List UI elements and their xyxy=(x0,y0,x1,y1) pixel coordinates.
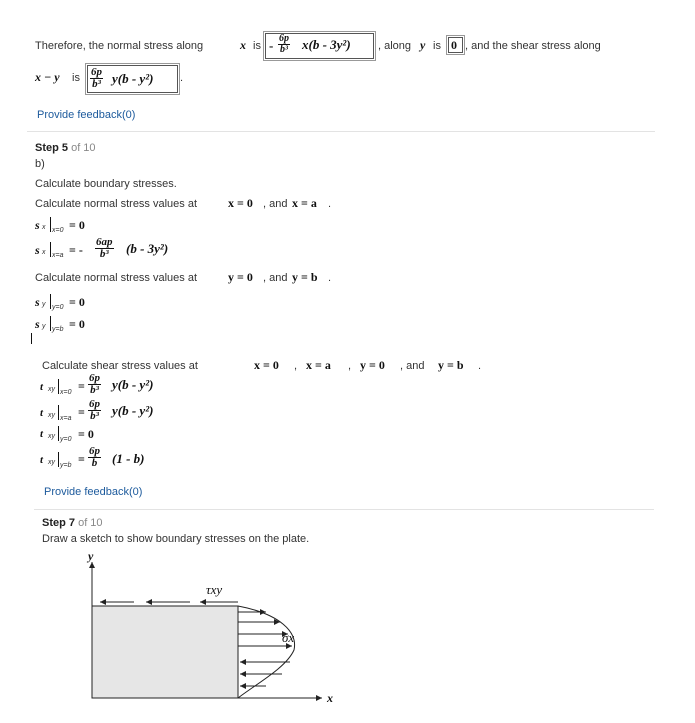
shear-eq-y0 xyxy=(40,426,160,448)
shear-eq1-lhs: t xyxy=(40,381,44,393)
shear-c4: y = b xyxy=(438,358,464,372)
step5-line3: Calculate normal stress values at xyxy=(35,272,198,284)
sigma-x-distribution-curve xyxy=(238,606,295,698)
provide-feedback-link-2[interactable]: Provide feedback(0) xyxy=(44,486,143,498)
shear-eq3-bar xyxy=(58,426,59,441)
shear-eq1-eq: = xyxy=(78,379,85,393)
text-cursor xyxy=(31,333,32,344)
tau-num: 6p xyxy=(91,66,102,78)
step5-part: b) xyxy=(35,158,45,170)
step5-line3-eq1: y = 0 xyxy=(228,270,253,284)
intro-is: is xyxy=(253,40,261,52)
shear-c3: y = 0 xyxy=(360,358,385,372)
normal-stress-eq-y0 xyxy=(35,293,155,313)
shear-eq4-eq: = xyxy=(78,452,85,466)
shear-eq4-body: (1 - b) xyxy=(112,451,145,466)
shear-c1: x = 0 xyxy=(254,358,279,372)
shear-eq2-fraction xyxy=(88,399,101,422)
eq2-eq: = - xyxy=(69,243,83,257)
eq4-sub: y xyxy=(42,323,46,330)
shear-eq2-den: b³ xyxy=(90,410,99,422)
shear-comma-2: , xyxy=(348,360,352,372)
eq2-num: 6ap xyxy=(96,236,113,248)
shear-eq2-cond: x=a xyxy=(60,415,72,422)
step5-line2-eq2: x = a xyxy=(292,196,317,210)
eq1-bar xyxy=(50,217,51,232)
shear-eq3-sub: xy xyxy=(48,433,55,440)
intro-var-x: x xyxy=(240,38,246,52)
shear-eq1-den: b³ xyxy=(90,384,99,396)
shear-eq-xa xyxy=(40,399,240,427)
intro-is-2: is xyxy=(433,40,441,52)
eq2-body: (b - 3y²) xyxy=(126,241,169,256)
shear-and: , and xyxy=(400,360,425,372)
shear-eq4-den: b xyxy=(91,457,98,469)
sigma-y-value: 0 xyxy=(451,38,457,52)
sigma-x-fraction xyxy=(278,34,290,55)
eq2-cond: x=a xyxy=(52,252,64,259)
step5-line3-eq2: y = b xyxy=(292,270,318,284)
divider-1 xyxy=(27,131,655,132)
shear-c2: x = a xyxy=(306,358,331,372)
eq3-cond: y=0 xyxy=(52,304,64,311)
shear-eq4-cond: y=b xyxy=(60,462,72,469)
shear-line: Calculate shear stress values at xyxy=(42,360,198,372)
step7-header xyxy=(42,517,103,529)
normal-stress-eq-xa xyxy=(35,236,235,264)
shear-eq1-body: y(b - y²) xyxy=(112,377,154,392)
eq2-sub: x xyxy=(42,249,46,256)
step5-line2-eq1: x = 0 xyxy=(228,196,253,210)
tau-fraction xyxy=(90,67,103,90)
intro-dot: . xyxy=(180,72,184,84)
step5-line3-and: , and xyxy=(263,272,288,284)
shear-eq4-bar xyxy=(58,452,59,467)
eq4-rhs: = 0 xyxy=(69,317,85,331)
shear-eq1-num: 6p xyxy=(89,372,100,384)
step5-line3-dot: . xyxy=(328,272,332,284)
eq1-lhs: s xyxy=(35,218,40,232)
intro-prefix: Therefore, the normal stress along xyxy=(35,40,204,52)
shear-comma-1: , xyxy=(294,360,298,372)
eq3-sub: y xyxy=(42,301,46,308)
shear-eq3-lhs: t xyxy=(40,428,44,440)
step7-of: of 10 xyxy=(78,517,103,529)
eq4-lhs: s xyxy=(35,317,40,331)
shear-eq4-fraction xyxy=(88,446,101,469)
shear-eq-yb xyxy=(40,446,240,474)
tau-den: b³ xyxy=(92,78,101,90)
step5-line2-and: , and xyxy=(263,198,288,210)
shear-eq4-lhs: t xyxy=(40,454,44,466)
eq2-den: b³ xyxy=(99,248,109,260)
sigma-x-den: b³ xyxy=(280,44,288,55)
shear-eq1-bar xyxy=(58,379,59,394)
eq4-cond: y=b xyxy=(52,326,64,333)
tau-body: y(b - y²) xyxy=(112,71,154,86)
shear-eq2-num: 6p xyxy=(89,398,100,410)
eq1-cond: x=0 xyxy=(52,227,64,234)
step7-label: Step 7 xyxy=(42,517,76,529)
step5-line2: Calculate normal stress values at xyxy=(35,198,198,210)
eq1-sub: x xyxy=(42,224,46,231)
intro-var-xy: x − y xyxy=(35,70,60,84)
shear-eq-x0 xyxy=(40,373,240,401)
eq3-lhs: s xyxy=(35,295,40,309)
shear-eq1-sub: xy xyxy=(48,386,55,393)
shear-eq2-lhs: t xyxy=(40,407,44,419)
eq1-rhs: = 0 xyxy=(69,218,85,232)
step5-line1: Calculate boundary stresses. xyxy=(35,178,177,190)
shear-eq1-fraction xyxy=(88,373,101,396)
tau-answer-box xyxy=(87,65,178,93)
shear-eq2-eq: = xyxy=(78,405,85,419)
y-axis-label: y xyxy=(88,550,94,563)
eq4-bar xyxy=(50,316,51,331)
divider-2 xyxy=(34,509,654,510)
eq2-bar xyxy=(50,242,51,257)
shear-eq3-rhs: = 0 xyxy=(78,427,94,441)
intro-along: , along xyxy=(378,40,412,52)
normal-stress-eq-yb xyxy=(35,315,155,335)
intro-is-3: is xyxy=(72,72,80,84)
normal-stress-eq-x0 xyxy=(35,216,155,236)
sigma-x-answer-box xyxy=(265,33,374,59)
shear-eq4-sub: xy xyxy=(48,459,55,466)
shear-eq3-cond: y=0 xyxy=(60,436,72,443)
plate xyxy=(92,606,238,698)
step5-line2-dot: . xyxy=(328,198,332,210)
shear-eq2-body: y(b - y²) xyxy=(112,403,154,418)
eq2-lhs: s xyxy=(35,243,40,257)
shear-eq2-sub: xy xyxy=(48,412,55,419)
shear-dot: . xyxy=(478,360,482,372)
x-axis-label: x xyxy=(327,691,333,705)
intro-shear-text: , and the shear stress along xyxy=(465,40,601,52)
step7-line: Draw a sketch to show boundary stresses on the plate. xyxy=(42,533,310,545)
step5-label: Step 5 xyxy=(35,142,69,154)
eq3-rhs: = 0 xyxy=(69,295,85,309)
sigma-x-sign: - xyxy=(269,38,274,53)
sigma-x-num: 6p xyxy=(279,33,289,44)
sigma-x-body: x(b - 3y²) xyxy=(302,37,351,52)
shear-eq1-cond: x=0 xyxy=(60,389,72,396)
eq2-fraction xyxy=(95,237,114,260)
eq3-bar xyxy=(50,294,51,309)
provide-feedback-link-1[interactable]: Provide feedback(0) xyxy=(37,109,136,121)
step5-header xyxy=(35,142,96,154)
boundary-stress-sketch xyxy=(60,550,360,720)
shear-eq4-num: 6p xyxy=(89,445,100,457)
intro-var-y: y xyxy=(420,38,426,52)
sigma-x-label: σx xyxy=(282,630,295,645)
sigma-y-answer-box xyxy=(448,37,463,53)
step5-of: of 10 xyxy=(71,142,96,154)
shear-eq2-bar xyxy=(58,405,59,420)
tau-xy-label: τxy xyxy=(206,582,223,597)
